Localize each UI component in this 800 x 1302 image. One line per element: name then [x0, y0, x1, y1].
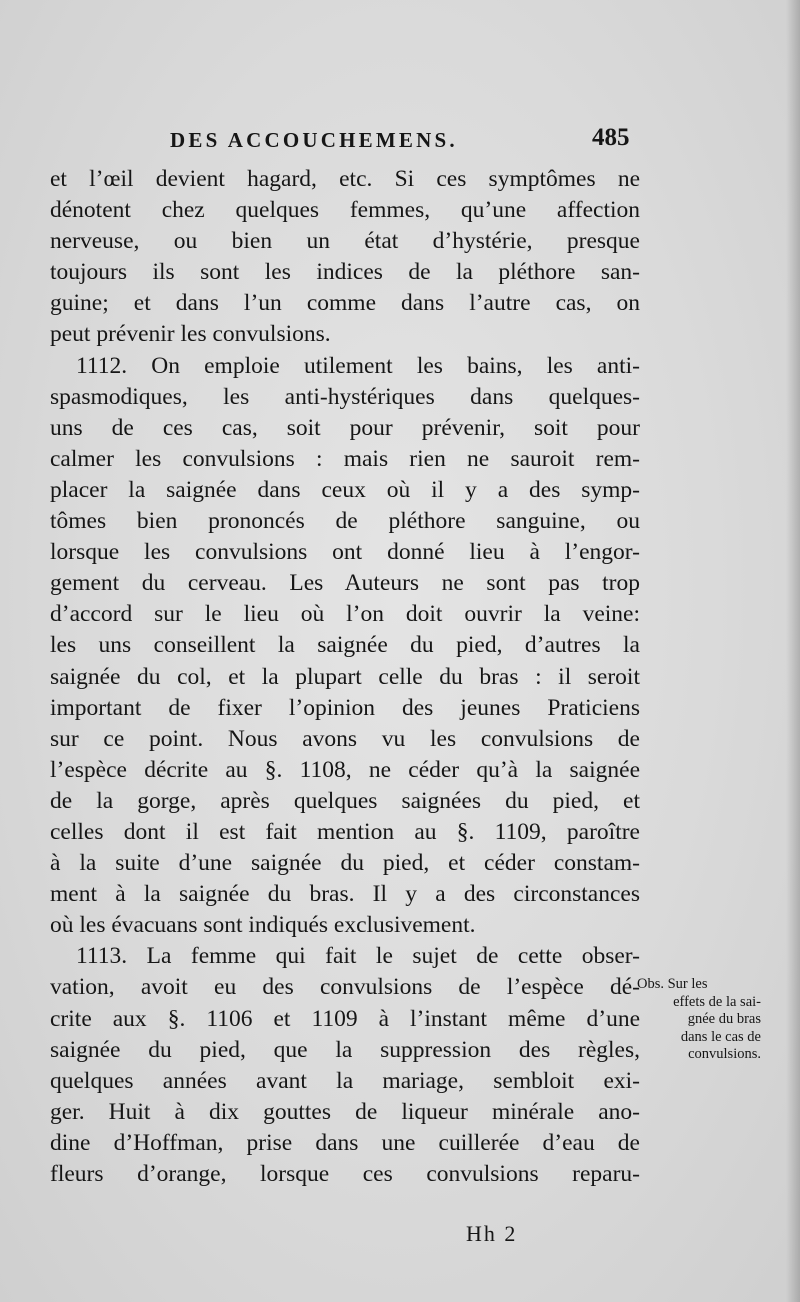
body-line: de la gorge, après quelques saignées du pied, et [50, 787, 640, 814]
running-head [0, 124, 800, 164]
body-line: nerveuse, ou bien un état d’hystérie, presque [50, 228, 640, 255]
margin-note-line: convulsions. [688, 1046, 761, 1063]
body-line: toujours ils sont les indices de la pléthore san- [50, 259, 640, 286]
body-line: l’espèce décrite au §. 1108, ne céder qu’à la saignée [50, 756, 640, 783]
body-line: dénotent chez quelques femmes, qu’une affection [50, 197, 640, 224]
margin-note-line: effets de la sai- [673, 993, 761, 1010]
body-line: important de fixer l’opinion des jeunes Praticiens [50, 694, 640, 721]
paragraph-start-1112: 1112. On emploie utilement les bains, les anti- [76, 352, 640, 379]
body-line: fleurs d’orange, lorsque ces convulsions reparu- [50, 1161, 640, 1187]
body-line: ger. Huit à dix gouttes de liqueur minérale ano- [50, 1098, 640, 1125]
body-line: saignée du pied, que la suppression des règles, [50, 1036, 640, 1063]
body-line: sur ce point. Nous avons vu les convulsions de [50, 725, 640, 752]
running-head-title: DES ACCOUCHEMENS. [170, 128, 458, 152]
body-line: spasmodiques, les anti-hystériques dans quelques- [50, 383, 640, 410]
body-line: gement du cerveau. Les Auteurs ne sont pas trop [50, 570, 640, 597]
margin-note-line: dans le cas de [680, 1028, 761, 1045]
body-line: celles dont il est fait mention au §. 1109, paroître [50, 818, 640, 845]
margin-note [637, 976, 761, 1064]
body-line: peut prévenir les convulsions. [50, 321, 331, 348]
body-line: les uns conseillent la saignée du pied, d’autres la [50, 632, 640, 659]
page-edge-shadow [786, 0, 800, 1302]
body-line: à la suite d’une saignée du pied, et céder constam- [50, 850, 640, 877]
body-line: ment à la saignée du bras. Il y a des circonstances [50, 881, 640, 908]
body-line: saignée du col, et la plupart celle du bras : il seroit [50, 663, 640, 690]
body-line: d’accord sur le lieu où l’on doit ouvrir la veine: [50, 601, 640, 628]
body-line: crite aux §. 1106 et 1109 à l’instant même d’une [50, 1005, 640, 1032]
margin-note-line: gnée du bras [687, 1011, 761, 1028]
body-line: guine; et dans l’un comme dans l’autre cas, on [50, 290, 640, 317]
page-number: 485 [592, 124, 630, 151]
body-line: et l’œil devient hagard, etc. Si ces symptômes ne [50, 166, 640, 192]
signature-mark: Hh 2 [466, 1221, 518, 1246]
body-line: uns de ces cas, soit pour prévenir, soit pour [50, 414, 640, 441]
body-line: quelques années avant la mariage, sembloit exi- [50, 1067, 640, 1094]
body-text [50, 164, 640, 1190]
body-line: où les évacuans sont indiqués exclusivement. [50, 912, 476, 939]
body-line: lorsque les convulsions ont donné lieu à l’engor- [50, 539, 640, 566]
margin-note-line: Obs. Sur les [637, 976, 708, 992]
body-line: tômes bien prononcés de pléthore sanguine, ou [50, 508, 640, 535]
paragraph-start-1113: 1113. La femme qui fait le sujet de cette obser- [76, 943, 640, 970]
body-line: dine d’Hoffman, prise dans une cuillerée d’eau de [50, 1129, 640, 1156]
body-line: placer la saignée dans ceux où il y a des symp- [50, 476, 640, 503]
body-line: calmer les convulsions : mais rien ne sauroit rem- [50, 445, 640, 472]
body-line: vation, avoit eu des convulsions de l’espèce dé- [50, 974, 640, 1001]
